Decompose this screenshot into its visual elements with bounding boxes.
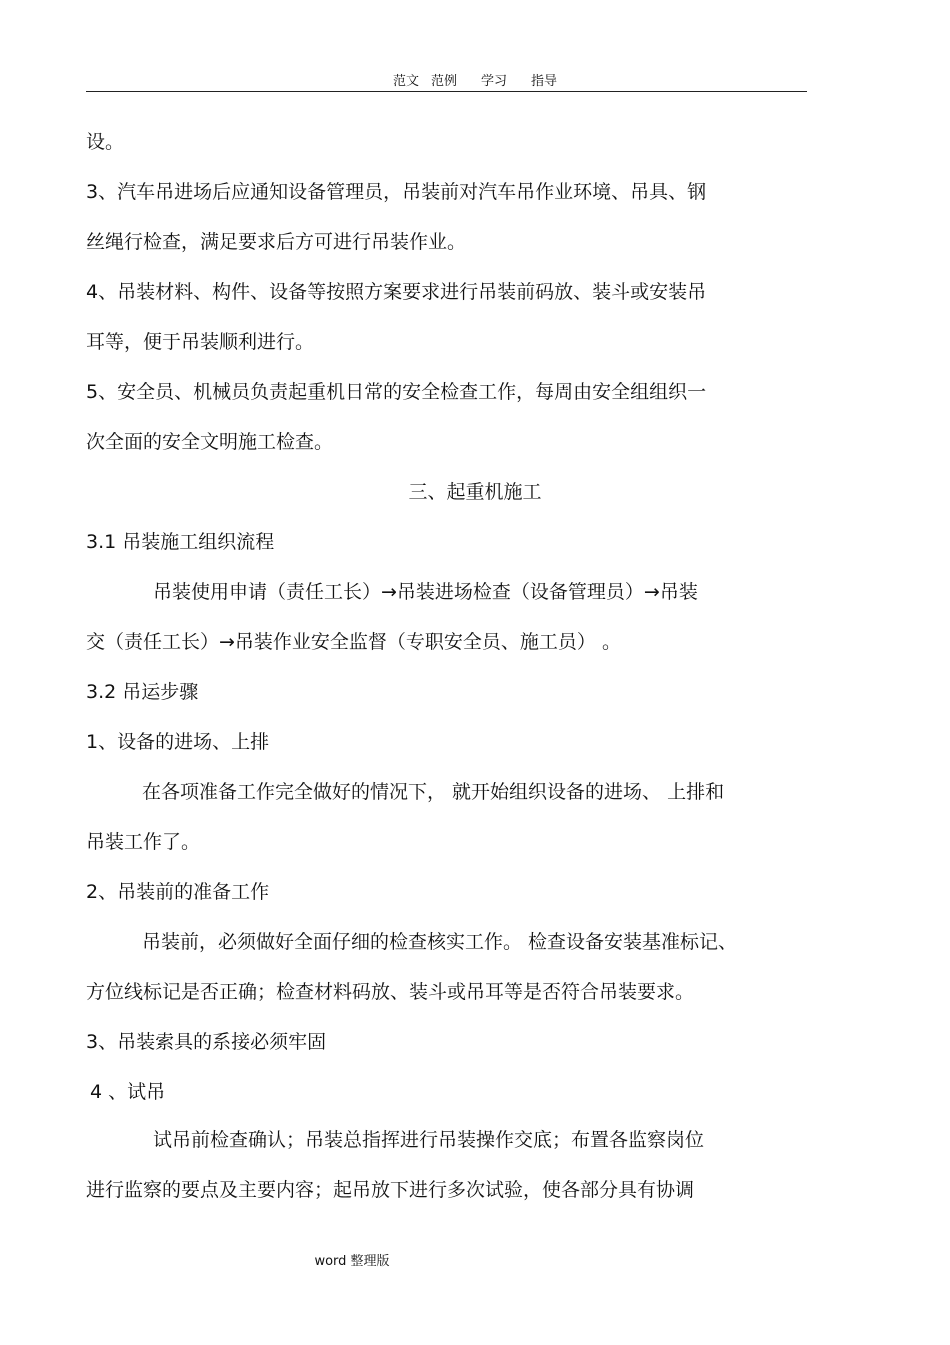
section-heading: 三、起重机施工 — [408, 481, 542, 503]
text-line: 5、安全员、机械员负责起重机日常的安全检查工作，每周由安全组组织一 — [86, 381, 707, 403]
text-line: 吊装使用申请（责任工长）→吊装进场检查（设备管理员）→吊装 — [153, 581, 698, 603]
text-line: 耳等，便于吊装顺利进行。 — [86, 331, 315, 353]
text-line: 吊装前，必须做好全面仔细的检查核实工作。 检查设备安装基准标记、 — [142, 931, 738, 953]
header-word-3: 学习 — [481, 74, 508, 89]
text-line: 交（责任工长）→吊装作业安全监督（专职安全员、施工员） 。 — [86, 631, 621, 653]
subsection-heading: 3.2 吊运步骤 — [86, 681, 199, 703]
page-header — [0, 70, 950, 89]
text-line: 2、吊装前的准备工作 — [86, 881, 270, 903]
subsection-heading: 3.1 吊装施工组织流程 — [86, 531, 275, 553]
text-line: 次全面的安全文明施工检查。 — [86, 431, 334, 453]
header-word-2: 范例 — [430, 74, 457, 89]
text-line: 3、吊装索具的系接必须牢固 — [86, 1031, 327, 1053]
text-line: 丝绳行检查，满足要求后方可进行吊装作业。 — [86, 231, 467, 253]
text-line: 1、设备的进场、上排 — [86, 731, 270, 753]
header-word-1: 范文 — [392, 74, 419, 89]
text-line: 吊装工作了。 — [86, 831, 201, 853]
text-line: 3、汽车吊进场后应通知设备管理员，吊装前对汽车吊作业环境、吊具、钢 — [86, 181, 707, 203]
text-line: 进行监察的要点及主要内容；起吊放下进行多次试验，使各部分具有协调 — [86, 1179, 695, 1201]
text-line: 4、吊装材料、构件、设备等按照方案要求进行吊装前码放、装斗或安装吊 — [86, 281, 707, 303]
text-line: 试吊前检查确认；吊装总指挥进行吊装操作交底；布置各监察岗位 — [153, 1129, 705, 1151]
page-footer: word 整理版 — [314, 1254, 390, 1269]
text-line: 在各项准备工作完全做好的情况下， 就开始组织设备的进场、 上排和 — [142, 781, 725, 803]
text-line: 4 、试吊 — [90, 1081, 166, 1103]
text-line: 方位线标记是否正确；检查材料码放、装斗或吊耳等是否符合吊装要求。 — [86, 981, 695, 1003]
text-line: 设。 — [86, 131, 125, 153]
header-rule — [86, 91, 807, 92]
header-word-4: 指导 — [531, 74, 558, 89]
